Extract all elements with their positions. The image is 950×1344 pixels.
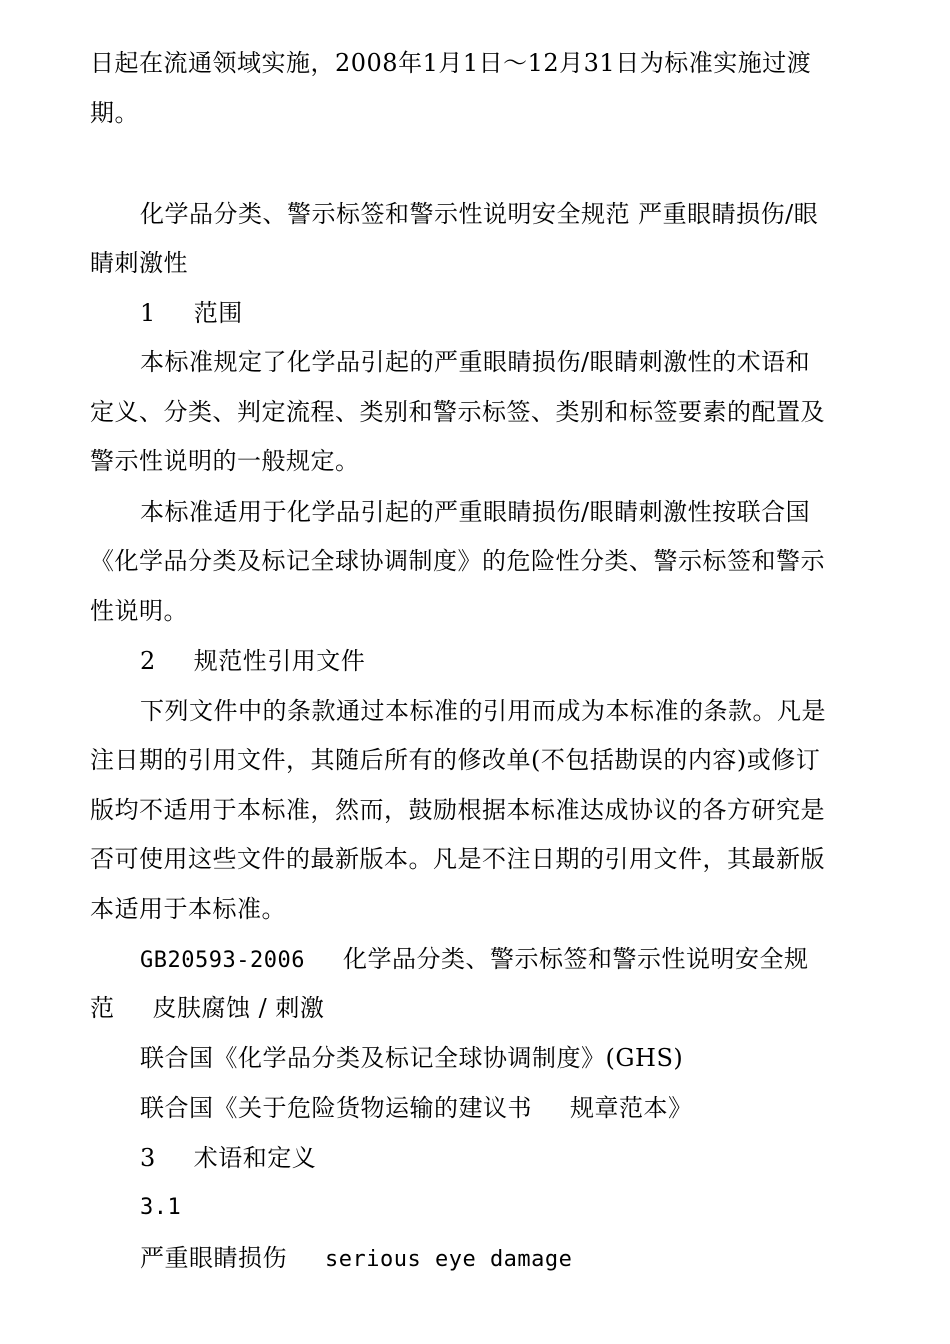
reference-1-line-2 [90, 990, 324, 1026]
section-2-para-1-line-3: 版均不适用于本标准，然而，鼓励根据本标准达成协议的各方研究是 [90, 796, 825, 824]
section-1-para-2-line-1: 本标准适用于化学品引起的严重眼睛损伤/眼睛刺激性按联合国 [140, 498, 811, 526]
subsection-3-1-number: 3.1 [140, 1195, 182, 1220]
reference-3 [140, 1090, 693, 1126]
reference-3-subtitle: 规章范本》 [570, 1094, 693, 1122]
section-1-para-1-line-3: 警示性说明的一般规定。 [90, 447, 360, 475]
section-1-number: 1 [140, 299, 156, 327]
section-2-para-1-line-5: 本适用于本标准。 [90, 895, 286, 923]
document-title-line-2: 睛刺激性 [90, 249, 188, 277]
section-2-para-1-line-1: 下列文件中的条款通过本标准的引用而成为本标准的条款。凡是 [140, 697, 826, 725]
section-1-para-1-line-1: 本标准规定了化学品引起的严重眼睛损伤/眼睛刺激性的术语和 [140, 348, 811, 376]
section-1-para-2-line-2: 《化学品分类及标记全球协调制度》的危险性分类、警示标签和警示 [90, 547, 825, 575]
section-2-para-1-line-2: 注日期的引用文件，其随后所有的修改单(不包括勘误的内容)或修订 [90, 746, 821, 774]
reference-1-code: GB20593-2006 [140, 948, 305, 973]
reference-1-title: 化学品分类、警示标签和警示性说明安全规 [342, 945, 809, 973]
section-2-number: 2 [140, 647, 156, 675]
reference-3-title: 联合国《关于危险货物运输的建议书 [140, 1094, 532, 1122]
reference-1-title-cont: 范 [90, 994, 115, 1022]
section-1-para-2-line-3: 性说明。 [90, 597, 188, 625]
section-3-title: 术语和定义 [193, 1144, 317, 1172]
section-1-heading [140, 295, 243, 331]
term-chinese: 严重眼睛损伤 [140, 1244, 287, 1272]
term-english: serious eye damage [325, 1247, 573, 1272]
section-2-para-1-line-4: 否可使用这些文件的最新版本。凡是不注日期的引用文件，其最新版 [90, 845, 825, 873]
section-2-heading [140, 643, 365, 679]
section-1-para-1-line-2: 定义、分类、判定流程、类别和警示标签、类别和标签要素的配置及 [90, 398, 825, 426]
intro-line-2: 期。 [90, 99, 139, 127]
reference-2: 联合国《化学品分类及标记全球协调制度》(GHS) [140, 1044, 684, 1072]
document-title-line-1: 化学品分类、警示标签和警示性说明安全规范 严重眼睛损伤/眼 [140, 200, 819, 228]
reference-1-subtitle: 皮肤腐蚀 / 刺激 [152, 994, 325, 1022]
term-3-1 [140, 1240, 572, 1278]
section-3-heading [140, 1140, 316, 1176]
section-3-number: 3 [140, 1144, 156, 1172]
intro-line-1: 日起在流通领域实施，2008年1月1日～12月31日为标准实施过渡 [90, 49, 812, 77]
section-2-title: 规范性引用文件 [193, 647, 366, 675]
section-1-title: 范围 [193, 299, 243, 327]
reference-1-line-1 [140, 941, 808, 979]
